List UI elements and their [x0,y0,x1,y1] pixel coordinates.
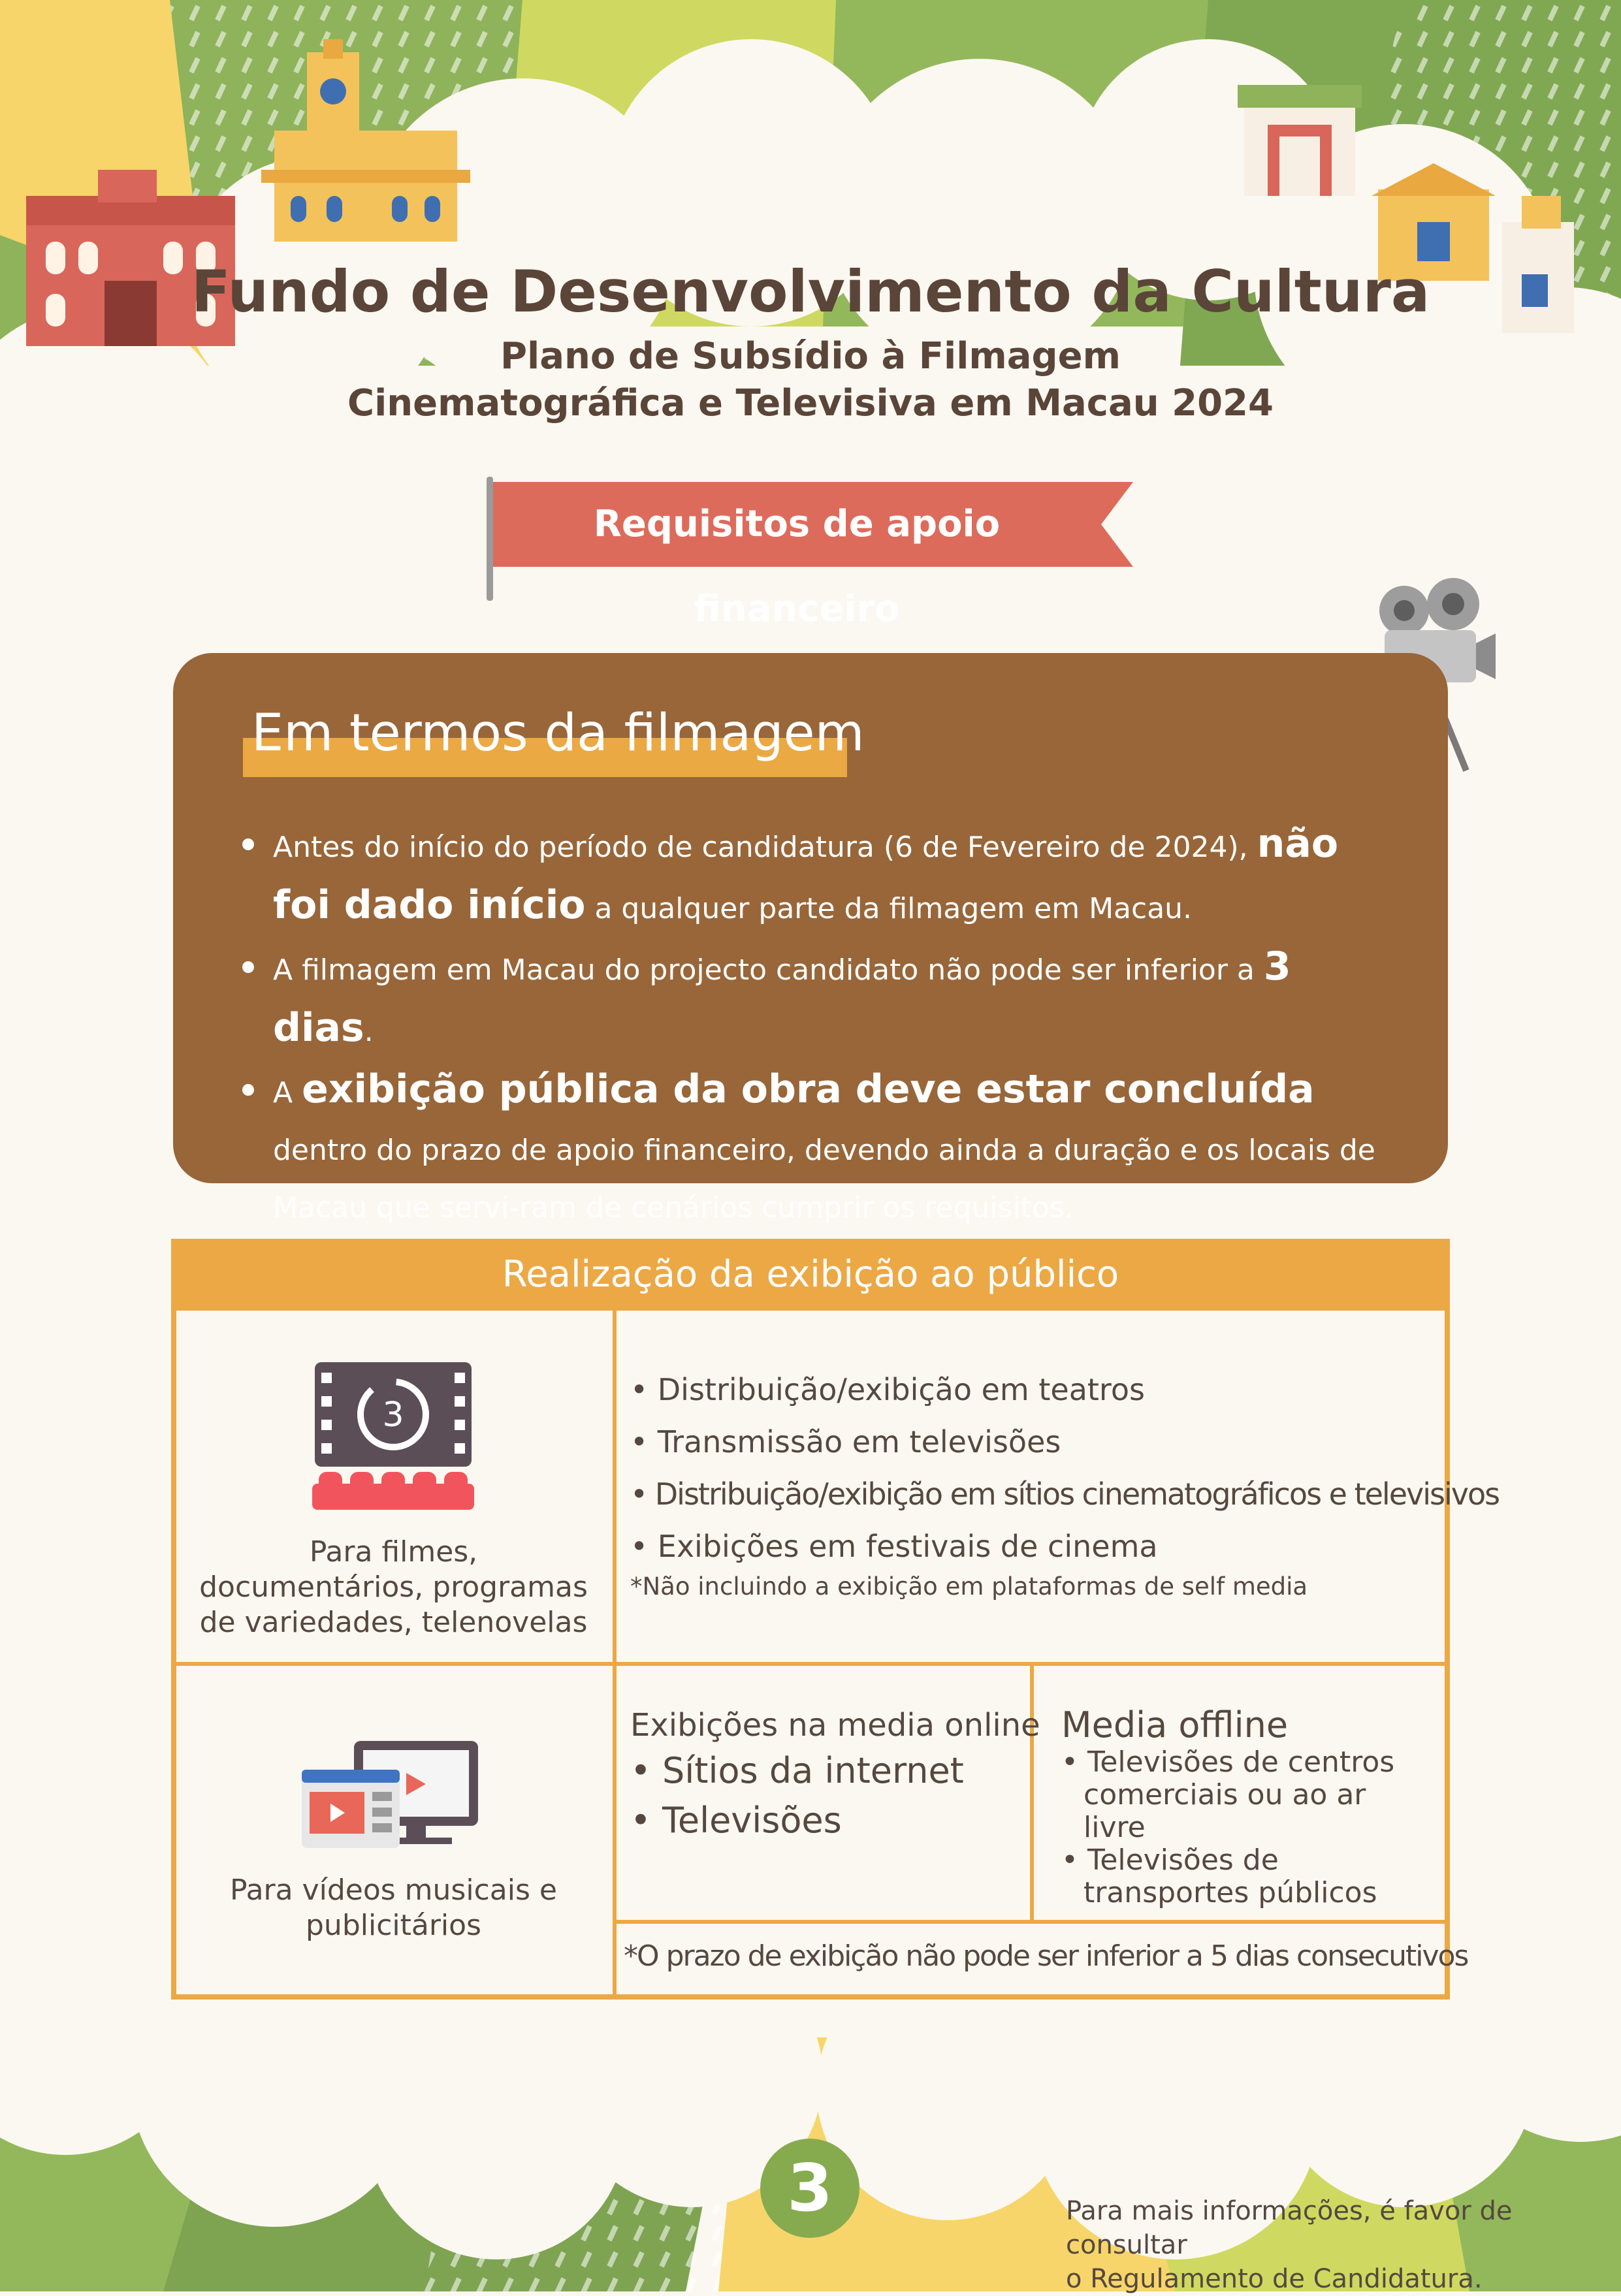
filming-heading: Em termos da filmagem [251,704,865,763]
video-player-icon [302,1737,481,1848]
table-divider [613,1311,617,2000]
subtitle-line-2: Cinematográfica e Televisiva em Macau 2024 [347,382,1274,424]
list-item: • Sítios da internet [630,1750,964,1791]
offline-media-section [1061,1704,1434,1909]
footer-info: Para mais informações, é favor de consultar o Regulamento de Candidatura. [1066,2196,1513,2294]
film-reel-icon [312,1360,474,1511]
row1-list [630,1363,1499,1572]
bullet-item: Antes do início do período de candidatura (6 de Fevereiro de 2024), não foi dado início a qualquer parte da filmagem em Macau. [273,815,1383,938]
list-item: • Transmissão em televisões [630,1424,1061,1459]
film-icon-number: 3 [382,1395,404,1435]
subtitle-line-1: Plano de Subsídio à Filmagem [500,335,1121,377]
page-subtitle [0,333,1621,427]
online-media-section [630,1704,1040,1845]
filming-bullet-list [273,815,1383,1237]
list-item: • Distribuição/exibição em sítios cinematográficos e televisivos [630,1476,1500,1512]
list-item: • Televisões [630,1800,842,1841]
row2-caption: Para vídeos musicais e publicitários [230,1873,557,1942]
table-divider [171,1662,1450,1666]
list-item: • Televisões de centros comerciais ou ao ar livre [1061,1746,1395,1844]
exhibition-table-header: Realização da exibição ao público [171,1239,1450,1311]
list-item: • Distribuição/exibição em teatros [630,1372,1145,1407]
row1-note: *Não incluindo a exibição em plataformas de self media [630,1572,1308,1601]
offline-media-title: Media offline [1061,1704,1289,1746]
flag-pole [487,477,493,601]
page-number: 3 [760,2139,859,2238]
section-flag-label: Requisitos de apoio financeiro [593,503,1001,630]
bullet-item: A exibição pública da obra deve estar concluída dentro do prazo de apoio financeiro, devendo ainda a duração e os locais de Macau que servi-ram de cenários cumprir os requisitos. [273,1060,1383,1237]
page-title: Fundo de Desenvolvimento da Cultura [191,258,1430,325]
list-item: • Televisões de transportes públicos [1061,1843,1377,1909]
table-divider [613,1920,1450,1924]
bullet-item: A filmagem em Macau do projecto candidato não pode ser inferior a 3 dias. [273,938,1383,1060]
list-item: • Exibições em festivais de cinema [630,1529,1158,1564]
row2-note: *O prazo de exibição não pode ser inferior a 5 dias consecutivos [624,1939,1468,1973]
online-media-title: Exibições na media online [630,1707,1040,1744]
row1-caption: Para filmes, documentários, programas de variedades, telenovelas [199,1535,588,1639]
